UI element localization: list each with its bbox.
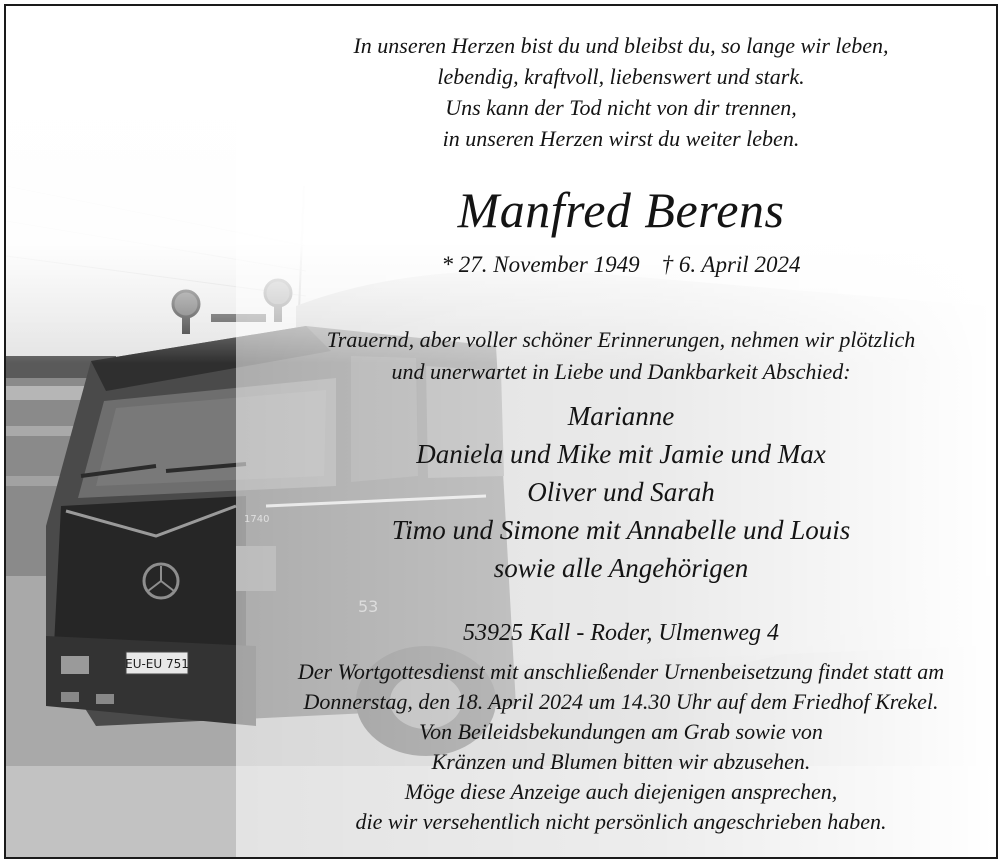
deceased-name: Manfred Berens: [457, 182, 785, 238]
service-info: [6, 657, 996, 837]
family-line: sowie alle Angehörigen: [493, 553, 749, 583]
poem-line: Uns kann der Tod nicht von dir trennen,: [445, 95, 797, 120]
family-list: [6, 397, 996, 587]
service-line: Von Beileidsbekundungen am Grab sowie von: [419, 719, 823, 744]
poem: [6, 30, 996, 154]
family-line: Daniela und Mike mit Jamie und Max: [416, 439, 826, 469]
birth-date: * 27. November 1949: [441, 252, 640, 277]
intro-line: und unerwartet in Liebe und Dankbarkeit Abschied:: [391, 359, 851, 384]
service-line: die wir versehentlich nicht persönlich angeschrieben haben.: [355, 809, 887, 834]
service-line: Der Wortgottesdienst mit anschließender Urnenbeisetzung findet statt am: [297, 659, 945, 684]
family-line: Oliver und Sarah: [527, 477, 715, 507]
poem-line: In unseren Herzen bist du und bleibst du, so lange wir leben,: [353, 33, 889, 58]
obituary-notice: [4, 4, 998, 859]
poem-line: lebendig, kraftvoll, liebenswert und stark.: [437, 64, 805, 89]
service-line: Möge diese Anzeige auch diejenigen ansprechen,: [404, 779, 838, 804]
poem-line: in unseren Herzen wirst du weiter leben.: [442, 126, 800, 151]
service-line: Donnerstag, den 18. April 2024 um 14.30 Uhr auf dem Friedhof Krekel.: [303, 689, 939, 714]
service-line: Kränzen und Blumen bitten wir abzusehen.: [431, 749, 811, 774]
life-dates: [6, 250, 996, 280]
family-line: Marianne: [567, 401, 675, 431]
family-line: Timo und Simone mit Annabelle und Louis: [391, 515, 851, 545]
address: 53925 Kall - Roder, Ulmenweg 4: [463, 620, 779, 646]
intro-line: Trauernd, aber voller schöner Erinnerungen, nehmen wir plötzlich: [326, 327, 916, 352]
farewell-intro: [6, 324, 996, 388]
death-date: † 6. April 2024: [661, 252, 801, 277]
